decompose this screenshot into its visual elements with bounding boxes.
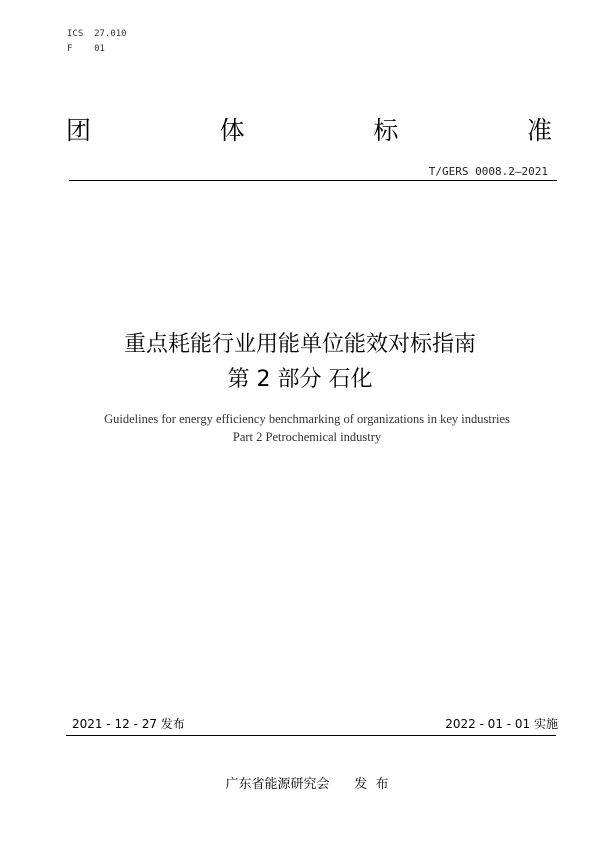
publisher: 广东省能源研究会 发 布: [225, 777, 389, 792]
implementation-date: 2022 - 01 - 01 实施: [445, 717, 558, 731]
bottom-divider: [66, 735, 556, 736]
document-title-cn: 重点耗能行业用能单位能效对标指南: [123, 332, 476, 357]
standard-type-char: 标: [373, 116, 399, 145]
document-part-title-cn: 第 2 部分 石化: [227, 367, 373, 392]
ccs-code: F 01: [67, 44, 105, 54]
standard-type-char: 团: [66, 116, 92, 145]
document-part-title-en: Part 2 Petrochemical industry: [232, 430, 382, 444]
ics-code: ICS 27.010: [67, 29, 127, 39]
standard-type-char: 准: [526, 116, 552, 145]
standard-type-heading: [66, 112, 552, 146]
standard-type-char: 体: [219, 116, 245, 145]
document-title-en: Guidelines for energy efficiency benchmarking of organizations in key industries: [104, 412, 510, 426]
standard-number: T/GERS 0008.2—2021: [428, 165, 548, 178]
top-divider: [69, 180, 557, 181]
issue-date: 2021 - 12 - 27 发布: [72, 717, 185, 731]
